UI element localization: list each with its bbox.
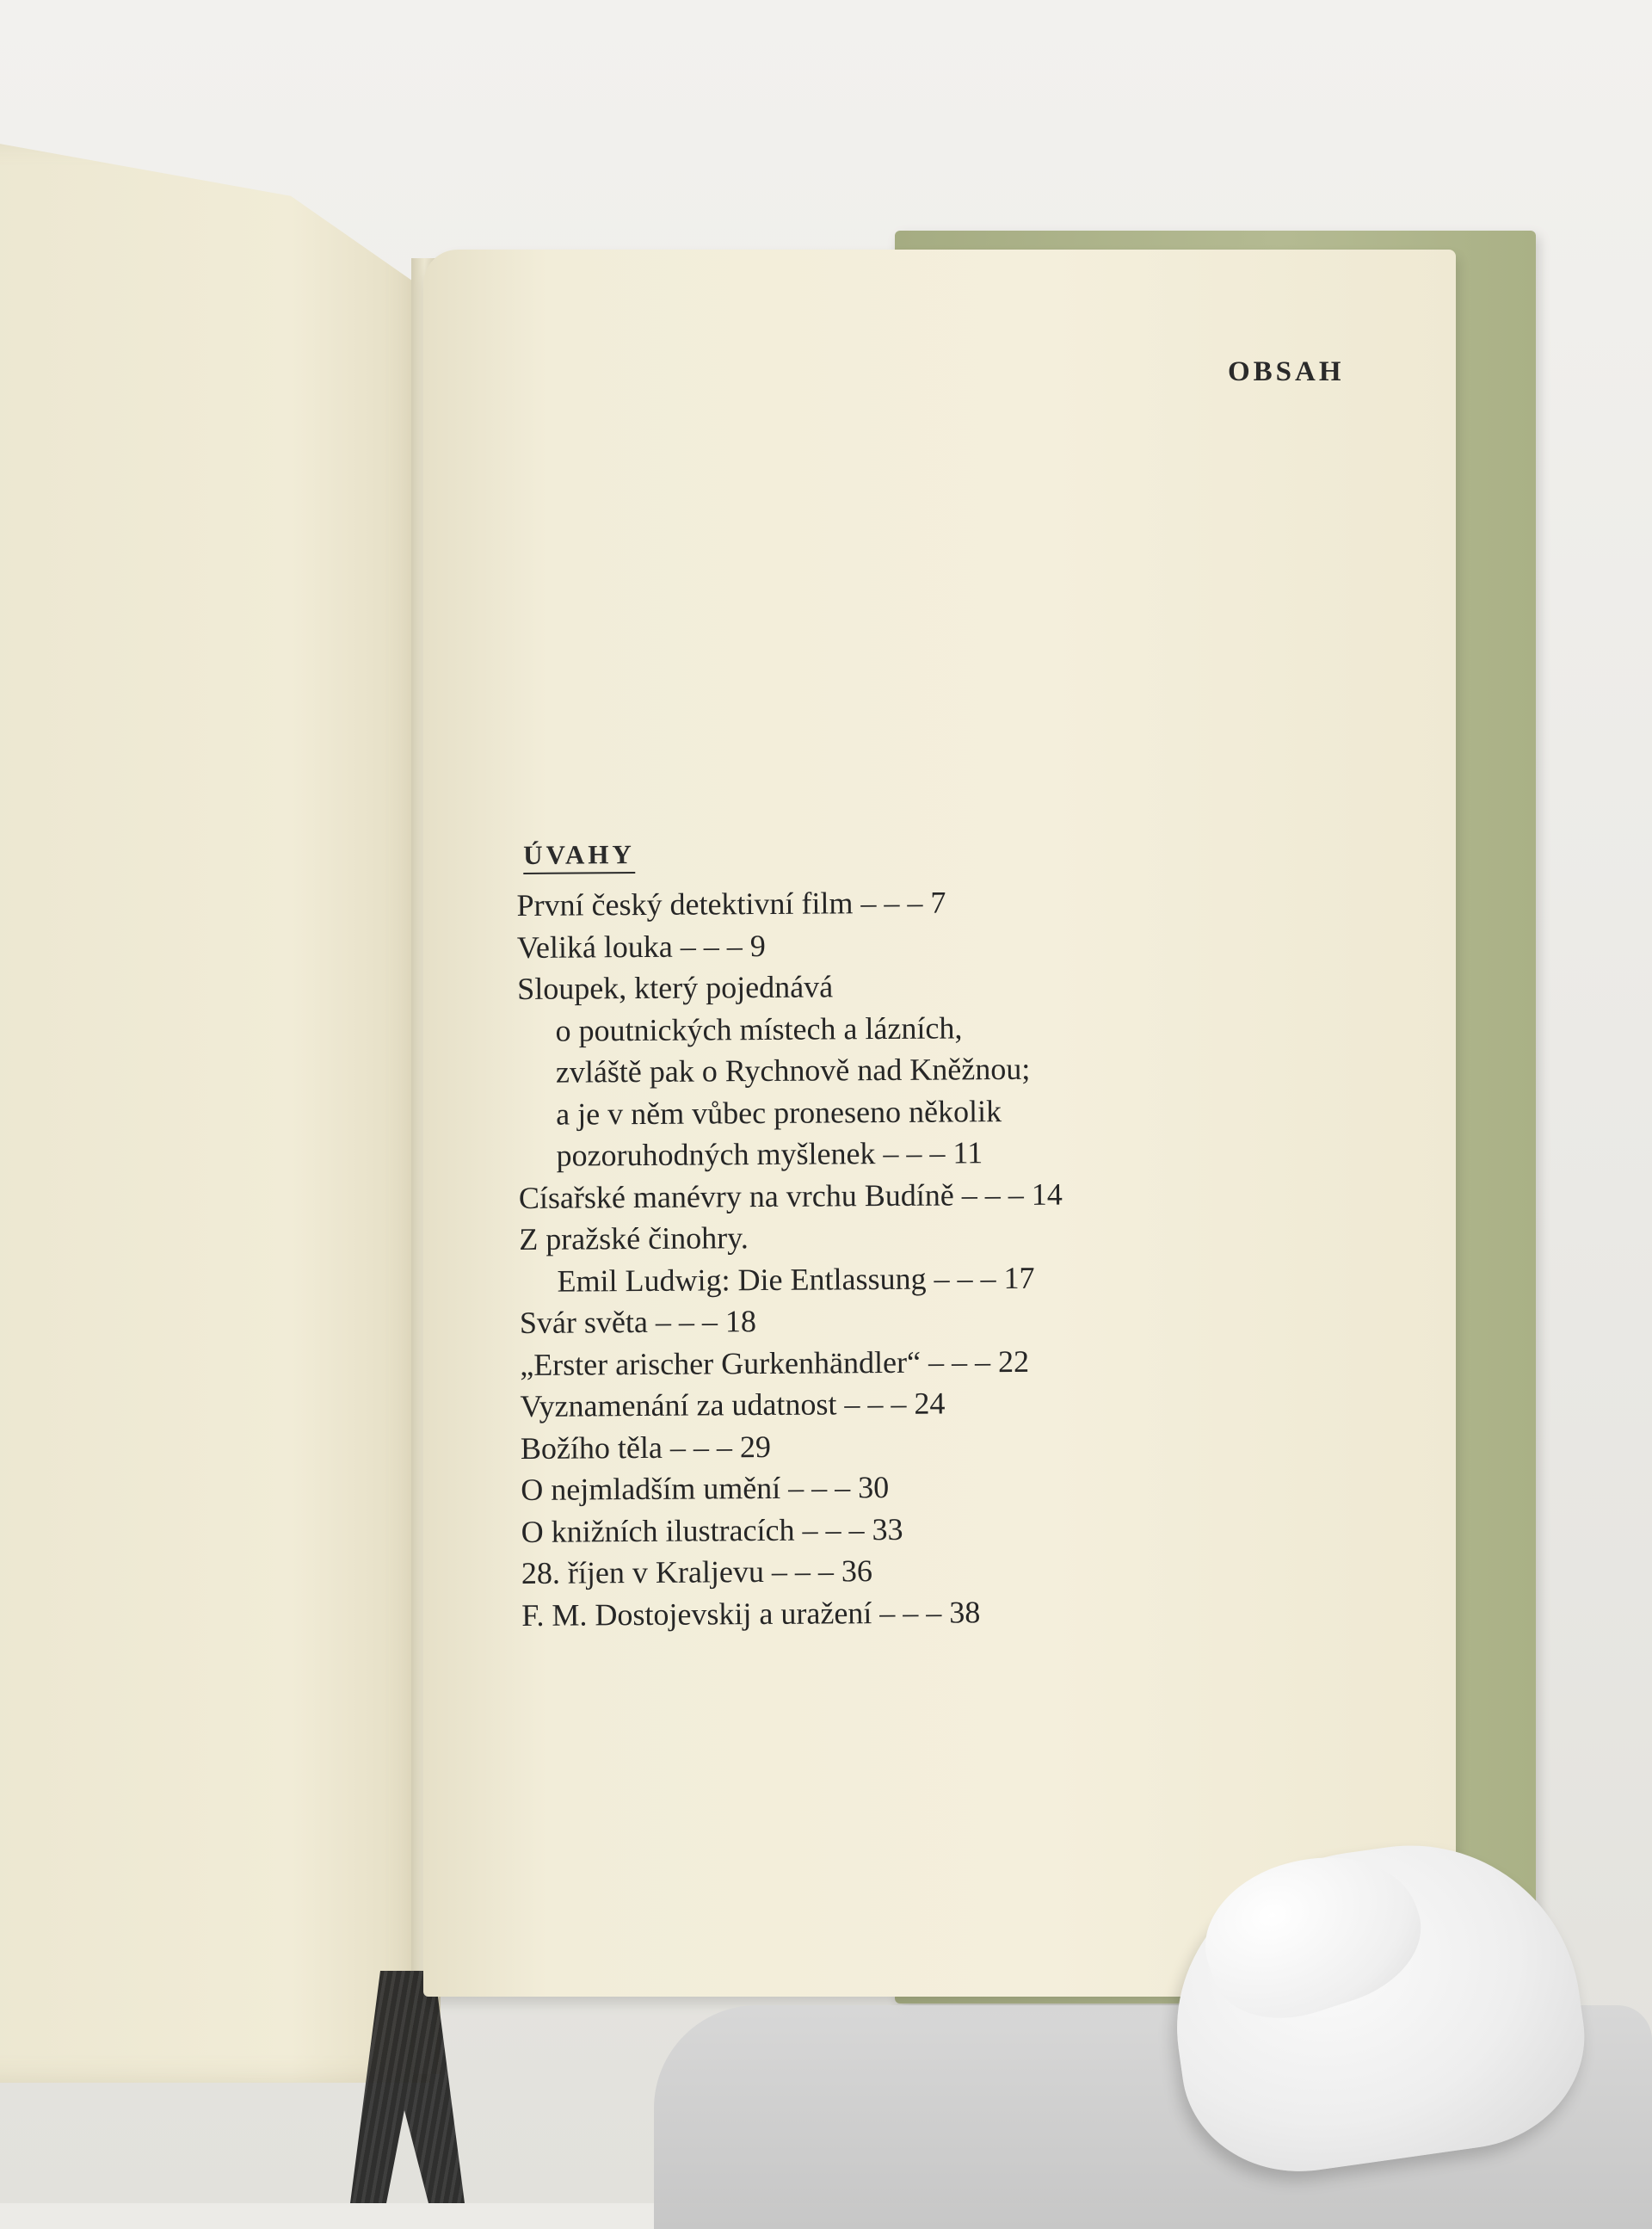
toc-entry (520, 1296, 1397, 1344)
toc-entry-text: a je v něm vůbec proneseno několik (556, 1093, 1002, 1132)
toc-entry (518, 1087, 1396, 1135)
toc-entry-text: Veliká louka – – – 9 (516, 928, 766, 965)
toc-entry (519, 1254, 1396, 1302)
toc-entry (518, 1129, 1396, 1177)
toc-entry (520, 1337, 1397, 1386)
toc-entry (521, 1421, 1398, 1469)
toc-entry (517, 962, 1395, 1010)
toc-entry (521, 1463, 1398, 1511)
toc-entry-text: Emil Ludwig: Die Entlassung – – – 17 (557, 1260, 1035, 1299)
toc-entry-text: O nejmladším umění – – – 30 (521, 1469, 890, 1507)
toc-entry-text: „Erster arischer Gurkenhändler“ – – – 22 (520, 1343, 1030, 1382)
toc-entry (517, 920, 1395, 968)
toc-entry-text: Božího těla – – – 29 (520, 1429, 772, 1466)
toc-entry (519, 1213, 1396, 1261)
toc-entry-text: O knižních ilustracích – – – 33 (521, 1511, 903, 1549)
toc-list (516, 879, 1399, 1636)
toc-entry-text: o poutnických místech a lázních, (555, 1010, 963, 1048)
toc-entry-text: Sloupek, který pojednává (517, 969, 834, 1006)
toc-entry-text: 28. říjen v Kraljevu – – – 36 (521, 1553, 872, 1590)
toc-entry-text: pozoruhodných myšlenek – – – 11 (556, 1135, 983, 1173)
toc-entry (521, 1504, 1398, 1553)
table-of-contents (516, 834, 1399, 1636)
toc-entry (519, 1170, 1396, 1219)
toc-section-heading: ÚVAHY (523, 839, 635, 874)
toc-entry-text: F. M. Dostojevskij a uražení – – – 38 (521, 1594, 981, 1633)
toc-entry (518, 1046, 1396, 1094)
page-heading: OBSAH (1228, 356, 1345, 387)
toc-entry-text: Vyznamenání za udatnost – – – 24 (520, 1386, 946, 1423)
toc-entry (517, 1003, 1395, 1052)
toc-entry (516, 879, 1394, 927)
toc-entry (521, 1588, 1399, 1636)
toc-entry (521, 1547, 1399, 1595)
toc-entry-text: Z pražské činohry. (519, 1220, 749, 1257)
toc-entry-text: Svár světa – – – 18 (519, 1304, 757, 1340)
toc-entry-text: Císařské manévry na vrchu Budíně – – – 14 (518, 1176, 1063, 1215)
left-page (0, 138, 430, 2083)
toc-entry-text: První český detektivní film – – – 7 (516, 885, 946, 923)
toc-entry (520, 1380, 1397, 1428)
toc-entry-text: zvláště pak o Rychnově nad Kněžnou; (555, 1051, 1031, 1090)
